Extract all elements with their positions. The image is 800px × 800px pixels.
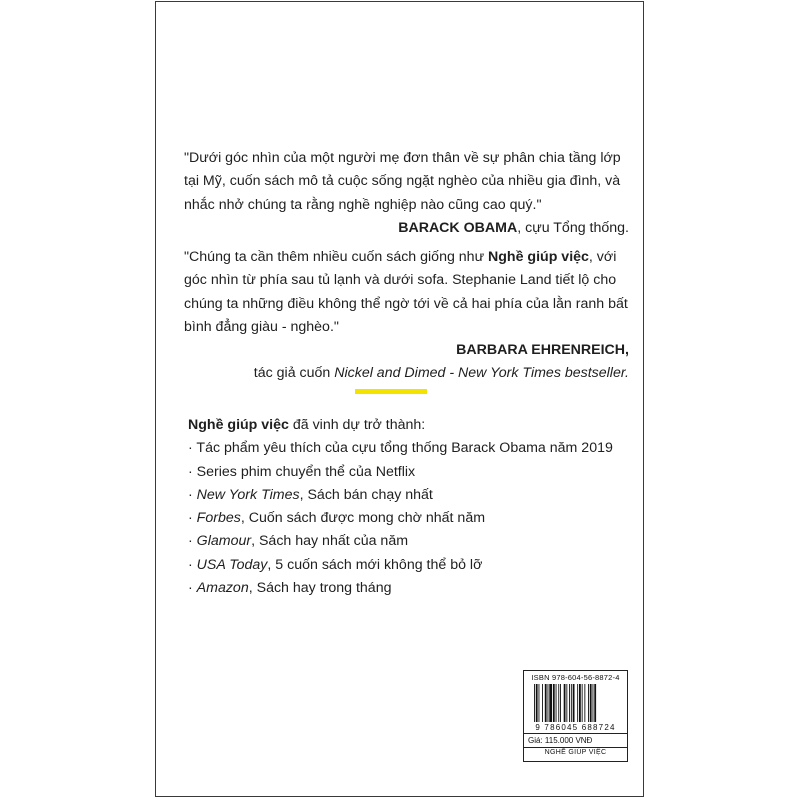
- list-item: [188, 577, 628, 600]
- price-label: Giá: 115.000 VNĐ: [524, 733, 627, 748]
- list-item-text: , 5 cuốn sách mới không thể bỏ lỡ: [267, 556, 483, 573]
- list-item: [188, 554, 628, 577]
- list-item: [188, 507, 628, 530]
- book-back-cover: [155, 1, 644, 797]
- list-item-text: , Sách bán chạy nhất: [299, 486, 433, 503]
- barcode-digits: 9 786045 688724: [535, 723, 616, 732]
- quote-obama-author-title: , cựu Tổng thống.: [517, 219, 629, 236]
- quote-obama-attribution: [184, 217, 629, 240]
- barcode-icon: [534, 684, 619, 722]
- list-item-text: Tác phẩm yêu thích của cựu tổng thống Barack Obama năm 2019: [196, 440, 613, 457]
- quote-obama-text: "Dưới góc nhìn của một người mẹ đơn thân về sự phân chia tầng lớp tại Mỹ, cuốn sách mô tả cuộc sống ngặt nghèo của nhiều gia đình, và nhắc nhở chúng ta rằng nghề nghiệp nào cũng cao quý.": [184, 150, 621, 213]
- honors-items: [188, 437, 628, 600]
- quote-obama: [184, 147, 629, 240]
- list-item-source: New York Times: [196, 486, 300, 503]
- list-item: [188, 461, 628, 484]
- quote-ehrenreich-author-desc: [184, 362, 629, 385]
- list-item-text: Series phim chuyển thể của Netflix: [196, 463, 416, 480]
- list-item-text: , Cuốn sách được mong chờ nhất năm: [240, 510, 486, 527]
- quote-obama-author: BARACK OBAMA: [398, 219, 518, 236]
- quote-ehrenreich-author: [184, 339, 629, 362]
- honors-intro: [188, 414, 628, 437]
- list-item-text: , Sách hay trong tháng: [248, 580, 392, 597]
- list-item: [188, 437, 628, 460]
- honors-list: [188, 414, 628, 600]
- quote-ehrenreich-author-name: BARBARA EHRENREICH,: [456, 342, 629, 359]
- honors-intro-title: Nghề giúp việc: [188, 417, 289, 433]
- quote-ehrenreich-author-book: Nickel and Dimed - New York Times bestseller.: [334, 365, 629, 382]
- quote-ehrenreich-book-title: Nghề giúp việc: [488, 249, 589, 265]
- list-item: [188, 484, 628, 507]
- list-item-source: Amazon: [196, 580, 249, 597]
- quote-ehrenreich-text-start: "Chúng ta cần thêm nhiều cuốn sách giống như: [184, 249, 489, 265]
- list-item: [188, 530, 628, 553]
- yellow-divider: [355, 389, 427, 394]
- isbn-number: ISBN 978-604-56-8872-4: [531, 673, 620, 682]
- quote-ehrenreich-text: [184, 246, 629, 339]
- list-item-source: Forbes: [196, 510, 241, 527]
- quote-ehrenreich: [184, 246, 629, 386]
- isbn-price-box: [523, 670, 628, 762]
- quote-ehrenreich-author-desc-prefix: tác giả cuốn: [253, 365, 335, 382]
- list-item-source: Glamour: [196, 533, 252, 550]
- list-item-text: , Sách hay nhất của năm: [251, 533, 409, 550]
- honors-intro-text: đã vinh dự trở thành:: [288, 417, 426, 433]
- isbn-book-title: NGHỀ GIÚP VIỆC: [544, 749, 607, 756]
- quote-ehrenreich-text-end: , với góc nhìn từ phía sau tủ lạnh và dưới sofa. Stephanie Land tiết lộ cho chúng ta những điều không thể ngờ tới về cả hai phía của lằn ranh bất bình đẳng giàu - nghèo.": [184, 249, 628, 335]
- list-item-source: USA Today: [196, 556, 268, 573]
